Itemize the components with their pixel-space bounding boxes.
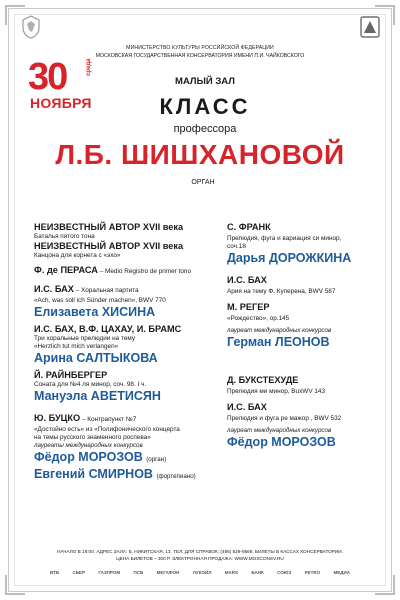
work-title: на темы русского знаменного роспева» [34,434,151,441]
composer: Й. РАЙНБЕРГЕР [34,370,108,380]
date-weekday: среда [86,58,92,76]
composer: НЕИЗВЕСТНЫЙ АВТОР XVII века [34,241,184,251]
sponsor-logos [50,567,350,577]
performer-name: Евгений СМИРНОВ [34,467,153,481]
sponsor-logo: МЕДИА [333,569,350,575]
composer: Ю. БУЦКО [34,413,81,423]
program-right-column [227,222,387,449]
composer: Д. БУКСТЕХУДЕ [227,375,299,385]
ministry-name: МИНИСТЕРСТВО КУЛЬТУРЫ РОССИЙСКОЙ ФЕДЕРАЦИИ [126,45,274,51]
performer-instrument: (орган) [146,456,167,463]
work-title: – Контрапункт №7 [80,416,137,423]
program-left-column [34,222,214,484]
performer-name: Герман ЛЕОНОВ [227,335,330,349]
sponsor-logo: СОЮЗ [277,569,292,575]
work-title: Прелюдия ми минор, BuxWV 143 [227,388,326,395]
work-title: Канцона для корнета с «эхо» [34,252,121,259]
performer-name: Арина САЛТЫКОВА [34,351,158,365]
instrument: ОРГАН [191,179,215,186]
work-title: Баталья пятого тона [34,233,95,240]
program-item [227,302,387,349]
program-item [34,260,214,278]
ministry-emblem-icon [20,14,42,40]
program-item [34,279,214,319]
performer-name: Дарья ДОРОЖКИНА [227,251,352,265]
program-item [227,402,387,449]
date-day: 30 [28,56,67,98]
work-title: «Рождество», ор.145 [227,315,290,322]
laureate-note: лауреаты международных конкурсов [34,442,143,449]
work-title: – Хоральная партита [73,287,139,294]
composer: НЕИЗВЕСТНЫЙ АВТОР XVII века [34,222,184,232]
work-title: Ария на тему Ф. Куперена, BWV 587 [227,288,336,295]
footer-tickets: ЦЕНА БИЛЕТОВ – 300 Р. ЭЛЕКТРОННАЯ ПРОДАЖА: WWW.MOSCONSV.RU [116,556,284,561]
composer: С. ФРАНК [227,222,271,232]
frame-corner [375,575,395,595]
performer-name: Фёдор МОРОЗОВ [227,435,336,449]
conservatory-name: МОСКОВСКАЯ ГОСУДАРСТВЕННАЯ КОНСЕРВАТОРИЯ ИМЕНИ П.И. ЧАЙКОВСКОГО [95,53,305,59]
performer-instrument: (фортепиано) [156,473,196,480]
work-title: – Medio Registro de primer tono [97,268,192,275]
composer: И.С. БАХ [34,284,74,294]
work-title: соч.18 [227,243,246,250]
teacher-name: Л.Б. ШИШХАНОВОЙ [55,139,345,170]
work-title: Прелюдия, фуга и вариация си минор, [227,235,342,242]
sponsor-logo: ГАЗПРОМ [98,569,121,575]
title-prefix: профессора [173,123,237,135]
footer-info: НАЧАЛО В 19:00. АДРЕС ЗАЛА: Б. НИКИТСКАЯ, 13. ТЕЛ. ДЛЯ СПРАВОК: (495) 629-9568. БИЛЕТЫ В КАССАХ КОНСЕРВАТОРИИ. [57,549,343,554]
hall-name: МАЛЫЙ ЗАЛ [175,76,235,87]
sponsor-logo: МЕГАФОН [156,569,180,575]
work-title: «Достойно есть» из «Полифонического концерта [34,426,180,433]
composer: М. РЕГЕР [227,302,270,312]
program-item [34,370,214,403]
work-title: Три хоральные прелюдии на тему [34,335,136,342]
composer: И.С. БАХ [227,402,267,412]
frame-corner [5,575,25,595]
sponsor-logo: ВТБ [50,569,60,575]
program-item [227,375,387,396]
performer-name: Мануэла АВЕТИСЯН [34,389,161,403]
program-item [227,222,387,265]
sponsor-logo: ПСБ [133,569,144,575]
conservatory-logo-icon [358,14,382,40]
performer-name: Фёдор МОРОЗОВ [34,450,143,464]
performer-name: Елизавета ХИСИНА [34,305,156,319]
sponsor-logo: СБЕР [72,569,85,575]
program-item [227,275,387,296]
program-item [34,324,214,365]
laureate-note: лауреат международных конкурсов [227,327,332,334]
laureate-note: лауреат международных конкурсов [227,427,332,434]
sponsor-logo: ЛУКОЙЛ [192,569,212,575]
work-title: Прелюдия и фуга ре мажор , BWV 532 [227,415,342,422]
program-item [34,222,214,241]
work-title: Соната для №4 ля минор, соч. 98. I ч. [34,381,147,388]
work-title: «Ach, was soll ich Sünder machen», BWV 770 [34,297,166,304]
composer: Ф. де ПЕРАСА [34,265,98,275]
sponsor-logo: MARS [224,569,238,575]
performer-row [34,467,214,484]
composer: И.С. БАХ, В.Ф. ЦАХАУ, И. БРАМС [34,324,182,334]
sponsor-logo: PETRO [304,569,321,575]
performer-row [34,450,214,467]
composer: И.С. БАХ [227,275,267,285]
work-title: «Herzlich tut mich verlangen» [34,343,119,350]
program-item [34,241,214,260]
date-month: НОЯБРЯ [30,95,92,111]
event-title: КЛАСС [159,94,251,119]
sponsor-logo: БАНК [251,569,264,575]
program-item [34,408,214,484]
